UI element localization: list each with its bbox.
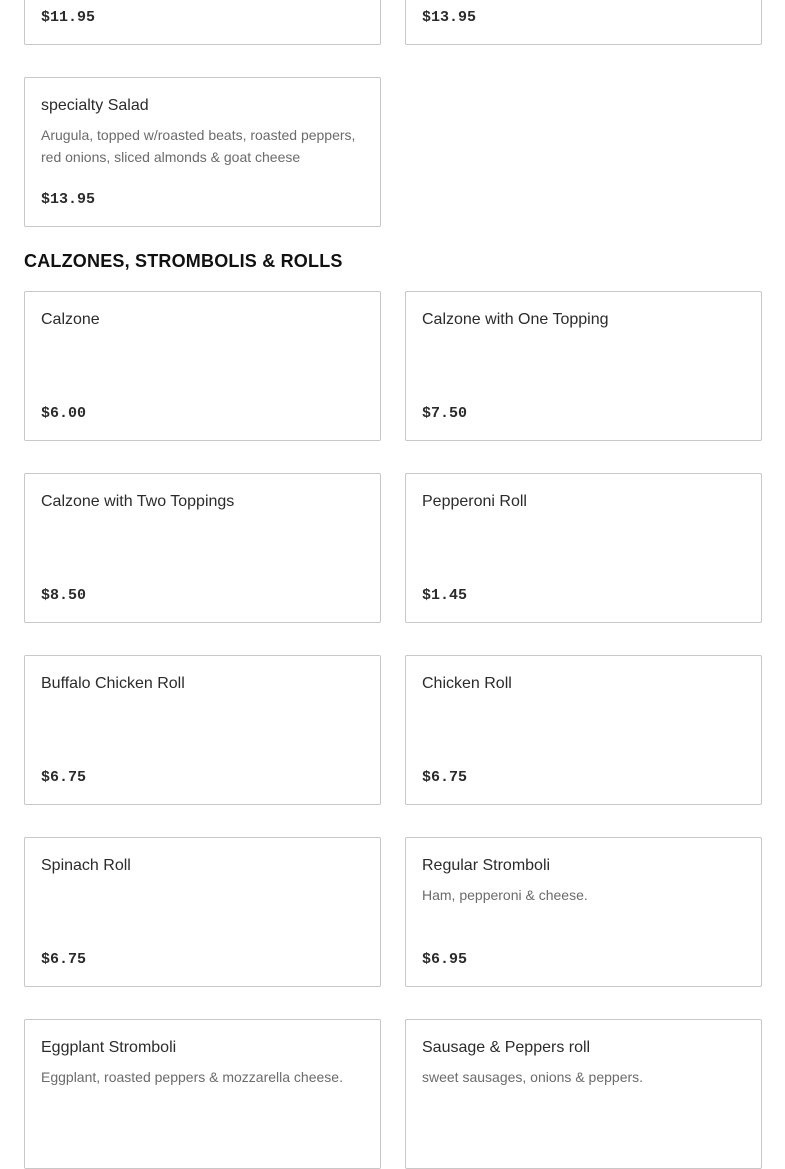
menu-item-card[interactable] <box>24 655 381 805</box>
item-price: $11.95 <box>41 9 96 26</box>
menu-item-card[interactable] <box>24 837 381 987</box>
item-description: Ham, pepperoni & cheese. <box>422 887 588 903</box>
menu-item-card[interactable] <box>24 0 381 45</box>
item-name: Calzone with Two Toppings <box>41 493 235 510</box>
item-name: Regular Stromboli <box>422 857 551 874</box>
menu-item-card[interactable] <box>24 473 381 623</box>
menu-item-card[interactable] <box>405 655 762 805</box>
item-price: $6.75 <box>41 769 87 786</box>
menu-item-card[interactable] <box>24 291 381 441</box>
menu-item-card[interactable] <box>405 837 762 987</box>
item-name: Eggplant Stromboli <box>41 1039 177 1056</box>
item-name: Spinach Roll <box>41 857 131 874</box>
item-name: Calzone with One Topping <box>422 311 609 328</box>
item-description: Eggplant, roasted peppers & mozzarella cheese. <box>41 1069 343 1085</box>
item-price: $1.45 <box>422 587 468 604</box>
item-description: sweet sausages, onions & peppers. <box>422 1069 644 1085</box>
menu-item-card[interactable] <box>405 473 762 623</box>
item-name: Calzone <box>41 311 100 328</box>
menu-item-card[interactable] <box>24 1019 381 1169</box>
menu-item-card-specialty-salad[interactable] <box>24 77 381 227</box>
item-price: $8.50 <box>41 587 87 604</box>
item-price: $7.50 <box>422 405 468 422</box>
item-description: Arugula, topped w/roasted beats, roasted peppers, red onions, sliced almonds & goat cheese <box>41 127 356 165</box>
item-name: specialty Salad <box>41 97 149 114</box>
item-price: $6.95 <box>422 951 468 968</box>
item-price: $13.95 <box>422 9 477 26</box>
menu-item-card[interactable] <box>405 0 762 45</box>
item-name: Chicken Roll <box>422 675 512 692</box>
menu-item-card[interactable] <box>405 291 762 441</box>
item-name: Sausage & Peppers roll <box>422 1039 591 1056</box>
menu-item-card[interactable] <box>405 1019 762 1169</box>
item-price: $6.00 <box>41 405 87 422</box>
item-price: $13.95 <box>41 191 96 208</box>
item-price: $6.75 <box>41 951 87 968</box>
item-price: $6.75 <box>422 769 468 786</box>
item-name: Buffalo Chicken Roll <box>41 675 185 692</box>
section-title: CALZONES, STROMBOLIS & ROLLS <box>24 251 343 271</box>
item-name: Pepperoni Roll <box>422 493 527 510</box>
